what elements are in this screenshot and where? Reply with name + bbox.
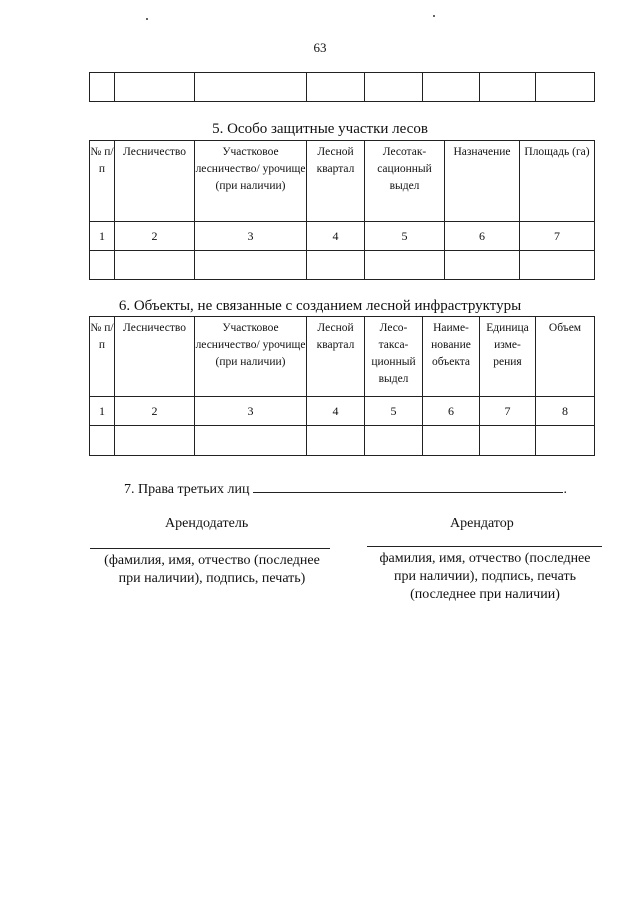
section-5-table xyxy=(89,140,595,280)
empty-data-row xyxy=(90,251,595,280)
lessee-title: Арендатор xyxy=(450,516,514,531)
column-number: 6 xyxy=(423,397,480,426)
column-number: 1 xyxy=(90,397,115,426)
column-number: 5 xyxy=(365,397,423,426)
table-cell xyxy=(536,426,595,456)
column-header: Лесничество xyxy=(115,141,195,222)
column-header: Лесной квартал xyxy=(307,141,365,222)
column-number-row xyxy=(90,397,595,426)
column-number: 1 xyxy=(90,222,115,251)
column-header: Лесотак-сационный выдел xyxy=(365,141,445,222)
third-party-rights xyxy=(124,478,567,498)
lessee-caption: фамилия, имя, отчество (последнее при наличии), подпись, печать (последнее при наличии) xyxy=(379,551,591,602)
lessee-signature-line xyxy=(367,546,602,547)
table-cell xyxy=(480,73,536,102)
column-header: Лесо-такса-ционный выдел xyxy=(365,317,423,397)
column-header: Лесничество xyxy=(115,317,195,397)
scan-speck xyxy=(146,18,148,20)
third-party-rights-end: . xyxy=(563,482,567,497)
table-cell xyxy=(365,426,423,456)
section-6-table xyxy=(89,316,595,456)
column-header: № п/п xyxy=(90,317,115,397)
table-cell xyxy=(90,251,115,280)
column-header: Участковое лесничество/ урочище (при наличии) xyxy=(195,317,307,397)
column-number: 4 xyxy=(307,222,365,251)
table-cell xyxy=(307,251,365,280)
table-cell xyxy=(90,426,115,456)
scan-speck xyxy=(433,15,435,17)
column-header: Назначение xyxy=(445,141,520,222)
column-number: 4 xyxy=(307,397,365,426)
column-number: 5 xyxy=(365,222,445,251)
lessor-caption: (фамилия, имя, отчество (последнее при наличии), подпись, печать) xyxy=(104,553,320,586)
column-number: 6 xyxy=(445,222,520,251)
third-party-rights-label: 7. Права третьих лиц xyxy=(124,482,250,497)
column-header: Единица изме-рения xyxy=(480,317,536,397)
table-cell xyxy=(115,251,195,280)
column-number: 2 xyxy=(115,397,195,426)
column-number: 3 xyxy=(195,222,307,251)
section-5-title: 5. Особо защитные участки лесов xyxy=(212,121,428,137)
column-number: 3 xyxy=(195,397,307,426)
table-cell xyxy=(423,73,480,102)
column-header: Наиме-нование объекта xyxy=(423,317,480,397)
table-cell xyxy=(536,73,595,102)
table-cell xyxy=(365,251,445,280)
table-cell xyxy=(423,426,480,456)
column-number: 7 xyxy=(480,397,536,426)
table-cell xyxy=(307,73,365,102)
table-row xyxy=(90,73,595,102)
continuation-table xyxy=(89,72,595,102)
table-cell xyxy=(445,251,520,280)
column-header: Участковое лесничество/ урочище (при наличии) xyxy=(195,141,307,222)
column-header: Площадь (га) xyxy=(520,141,595,222)
section-6-title: 6. Объекты, не связанные с созданием лесной инфраструктуры xyxy=(118,298,522,314)
page-number: 63 xyxy=(313,40,327,55)
table-cell xyxy=(195,73,307,102)
table-header-row xyxy=(90,141,595,222)
table-cell xyxy=(115,426,195,456)
column-header: Объем xyxy=(536,317,595,397)
table-cell xyxy=(195,426,307,456)
column-number-row xyxy=(90,222,595,251)
table-header-row xyxy=(90,317,595,397)
lessor-title: Арендодатель xyxy=(165,516,249,531)
table-cell xyxy=(480,426,536,456)
column-header: Лесной квартал xyxy=(307,317,365,397)
table-cell xyxy=(115,73,195,102)
fill-in-line xyxy=(253,478,563,493)
column-number: 8 xyxy=(536,397,595,426)
table-cell xyxy=(90,73,115,102)
table-cell xyxy=(365,73,423,102)
column-number: 7 xyxy=(520,222,595,251)
table-cell xyxy=(195,251,307,280)
lessor-signature-line xyxy=(90,548,330,549)
empty-data-row xyxy=(90,426,595,456)
column-header: № п/п xyxy=(90,141,115,222)
table-cell xyxy=(307,426,365,456)
table-cell xyxy=(520,251,595,280)
column-number: 2 xyxy=(115,222,195,251)
